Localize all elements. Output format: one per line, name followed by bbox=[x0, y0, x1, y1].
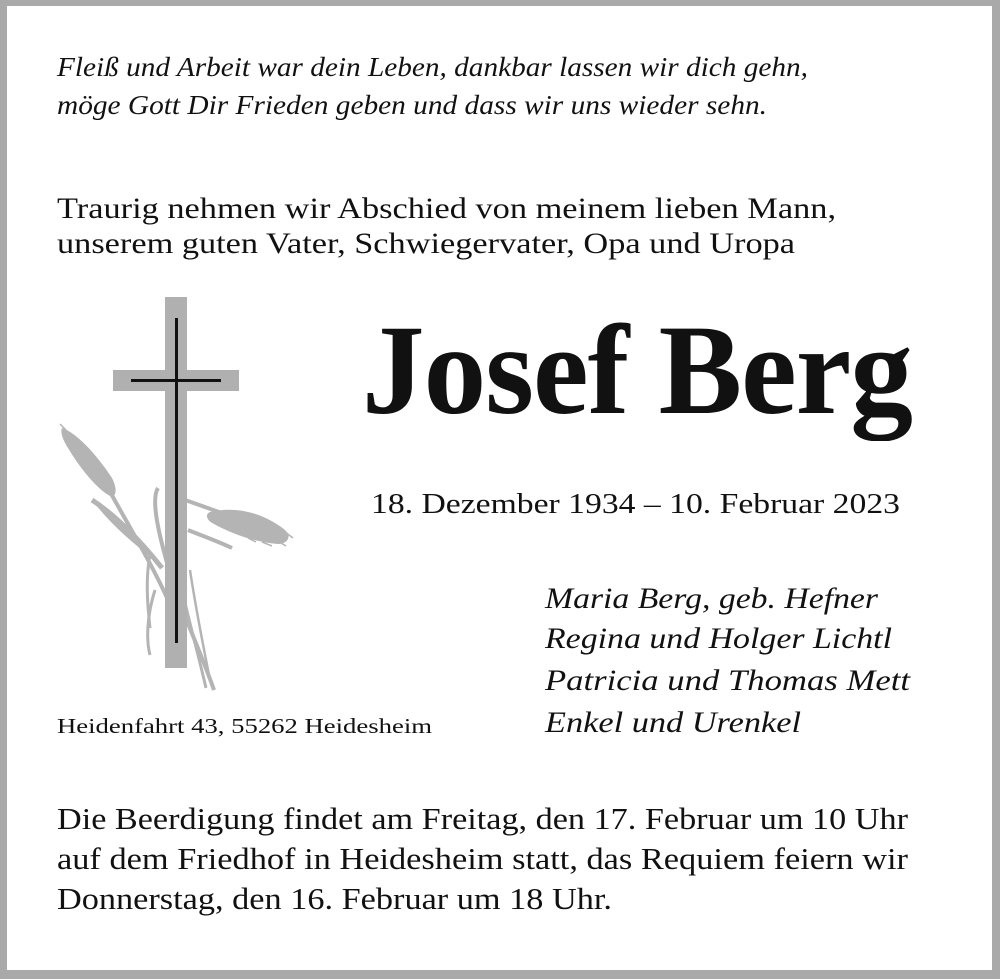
mourner-line: Enkel und Urenkel bbox=[545, 706, 801, 739]
deceased-name: Josef Berg bbox=[362, 299, 912, 441]
intro-line-1: Traurig nehmen wir Abschied von meinem lieben Mann, bbox=[57, 192, 837, 225]
address: Heidenfahrt 43, 55262 Heidesheim bbox=[57, 714, 433, 738]
funeral-info-line-2: auf dem Friedhof in Heidesheim statt, das Requiem feiern wir bbox=[57, 841, 908, 876]
mourner-line: Patricia und Thomas Mett bbox=[545, 664, 911, 697]
obituary-notice bbox=[7, 6, 992, 970]
funeral-info-line-1: Die Beerdigung findet am Freitag, den 17. Februar um 10 Uhr bbox=[57, 801, 908, 836]
verse-line-1: Fleiß und Arbeit war dein Leben, dankbar lassen wir dich gehn, bbox=[57, 52, 808, 82]
intro-line-2: unserem guten Vater, Schwiegervater, Opa und Uropa bbox=[57, 227, 796, 260]
mourner-line: Maria Berg, geb. Hefner bbox=[545, 582, 879, 615]
verse-line-2: möge Gott Dir Frieden geben und dass wir uns wieder sehn. bbox=[57, 90, 768, 120]
funeral-info-line-3: Donnerstag, den 16. Februar um 18 Uhr. bbox=[57, 881, 612, 916]
life-dates: 18. Dezember 1934 – 10. Februar 2023 bbox=[371, 488, 901, 520]
mourner-line: Regina und Holger Lichtl bbox=[545, 622, 892, 655]
